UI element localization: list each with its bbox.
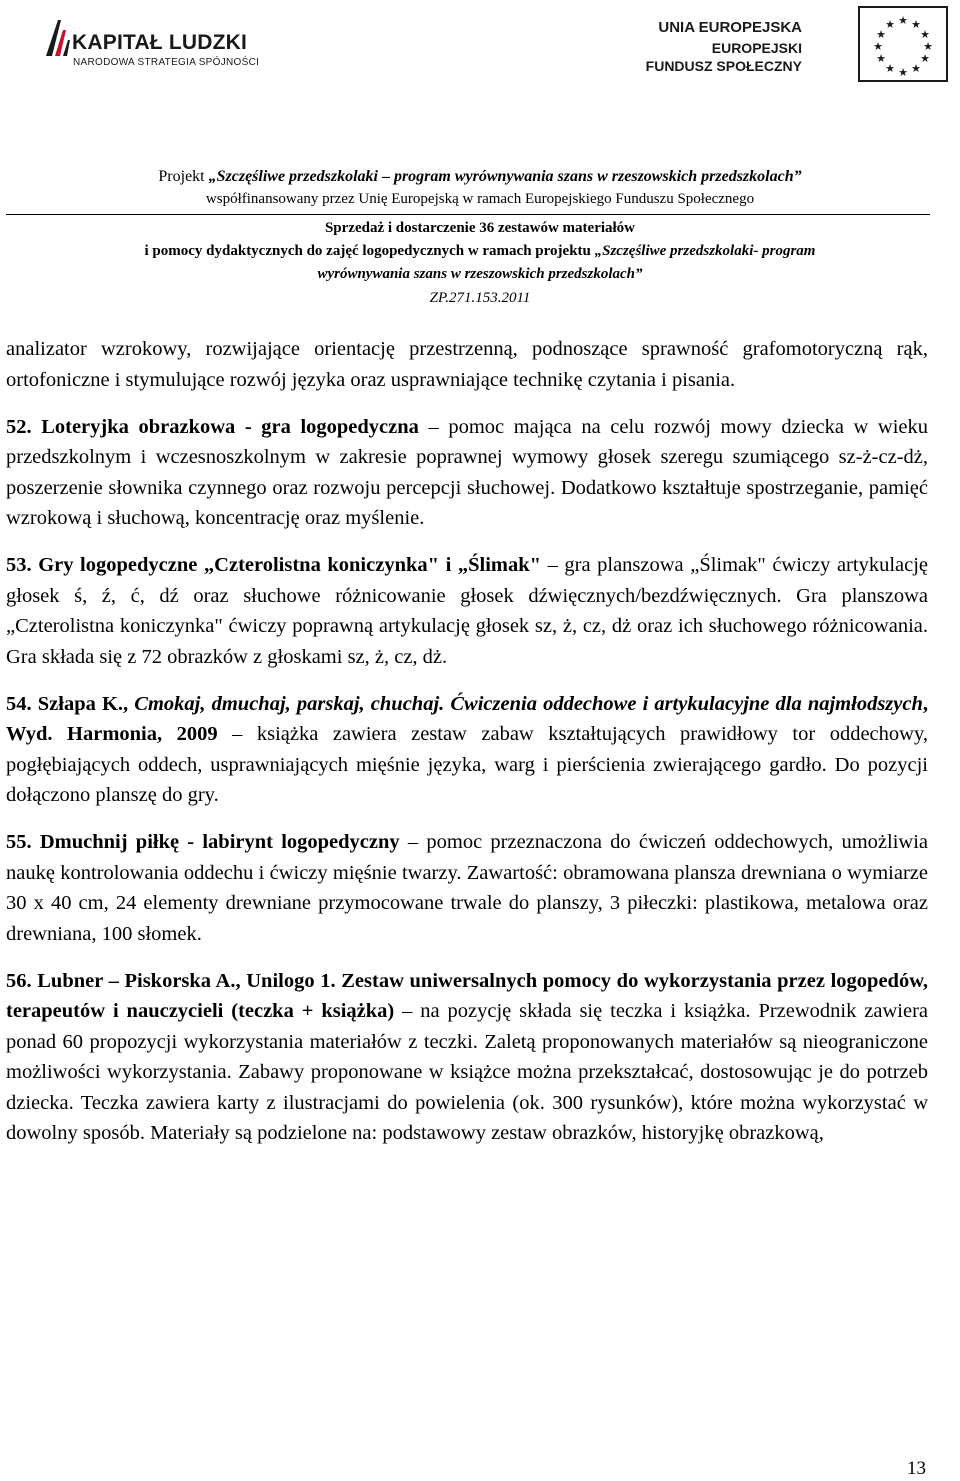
item-56-author: 56. Lubner – Piskorska A., Unilogo 1 bbox=[6, 969, 331, 992]
item-56-sep: . bbox=[330, 969, 342, 992]
svg-text:★: ★ bbox=[885, 18, 895, 31]
document-body bbox=[6, 334, 928, 1165]
eu-logo-line2: EUROPEJSKI bbox=[711, 40, 802, 56]
project-prefix: Projekt bbox=[158, 168, 209, 185]
item-52 bbox=[6, 412, 928, 534]
svg-text:★: ★ bbox=[873, 40, 883, 53]
eu-logo bbox=[645, 6, 948, 86]
svg-text:★: ★ bbox=[898, 66, 908, 79]
reference-number: ZP.271.153.2011 bbox=[429, 290, 531, 306]
svg-text:★: ★ bbox=[898, 14, 908, 27]
kapital-ludzki-subtitle: NARODOWA STRATEGIA SPÓJNOŚCI bbox=[73, 57, 260, 68]
item-54-title: Cmokaj, dmuchaj, parskaj, chuchaj. Ćwiczenia oddechowe i artykulacyjne dla najmłodszych bbox=[134, 692, 923, 715]
item-55-text: – pomoc przeznaczona do ćwiczeń oddechowych, umożliwia naukę kontrolowania oddechu i ćwiczy mięśnie twarzy. Zawartość: obramowana plansza drewniana o wymiarze 30 x 40 cm, 24 elementy drewniane przymocowane trwale do planszy, 3 piłeczki: plastikowa, metalowa oraz drewniana, 100 słomek. bbox=[6, 831, 928, 945]
kapital-ludzki-logo bbox=[46, 6, 346, 86]
project-title: „Szczęśliwe przedszkolaki – program wyrównywania szans w rzeszowskich przedszkolach” bbox=[208, 168, 802, 185]
eu-logo-line3: FUNDUSZ SPOŁECZNY bbox=[645, 58, 802, 74]
subject-line-3: wyrównywania szans w rzeszowskich przedszkolach” bbox=[317, 266, 643, 282]
eu-logo-line1: UNIA EUROPEJSKA bbox=[658, 19, 802, 36]
svg-text:★: ★ bbox=[920, 28, 930, 41]
kapital-ludzki-title: KAPITAŁ LUDZKI bbox=[72, 31, 248, 54]
eu-stars-icon bbox=[858, 6, 948, 82]
svg-text:★: ★ bbox=[885, 62, 895, 75]
intro-paragraph: analizator wzrokowy, rozwijające orientację przestrzenną, podnoszące sprawność grafomotoryczną rąk, ortofoniczne i stymulujące rozwój języka oraz usprawniające technikę czytania i pisania. bbox=[6, 338, 928, 391]
svg-text:★: ★ bbox=[876, 52, 886, 65]
item-54-text: – książka zawiera zestaw zabaw kształtujących prawidłowy tor oddechowy, pogłębiających oddech, usprawniających mięśnie języka, warg i pierścienia zwierającego gardło. Do pozycji dołączono planszę do gry. bbox=[6, 723, 928, 806]
svg-text:★: ★ bbox=[923, 40, 933, 53]
item-56 bbox=[6, 966, 928, 1149]
header-divider bbox=[6, 214, 930, 215]
item-55 bbox=[6, 827, 928, 949]
item-54-sep: , bbox=[123, 692, 135, 715]
project-line bbox=[0, 168, 960, 186]
item-54-author: 54. Szłapa K. bbox=[6, 692, 124, 715]
subject-line: Sprzedaż i dostarczenie 36 zestawów materiałów bbox=[324, 220, 636, 236]
item-53-title: 53. Gry logopedyczne „Czterolistna koniczynka" i „Ślimak" bbox=[6, 554, 541, 576]
item-52-title: 52. Loteryjka obrazkowa - gra logopedyczna bbox=[6, 415, 419, 438]
cofinancing-line: współfinansowany przez Unię Europejską w ramach Europejskiego Funduszu Społecznego bbox=[205, 191, 755, 207]
subject-line-2 bbox=[0, 243, 960, 260]
svg-text:★: ★ bbox=[920, 52, 930, 65]
item-55-title: 55. Dmuchnij piłkę - labirynt logopedyczny bbox=[6, 831, 400, 853]
svg-text:★: ★ bbox=[911, 18, 921, 31]
svg-text:★: ★ bbox=[911, 62, 921, 75]
item-54-publisher: , Wyd. Harmonia, 2009 bbox=[6, 692, 928, 745]
svg-text:★: ★ bbox=[876, 28, 886, 41]
subject-prefix: i pomocy dydaktycznych do zajęć logopedycznych w ramach projektu bbox=[144, 243, 595, 259]
item-56-title: Zestaw uniwersalnych pomocy do wykorzystania przez logopedów, terapeutów i nauczycieli (teczka + książka) bbox=[6, 969, 928, 1022]
page-number: 13 bbox=[907, 1458, 926, 1479]
item-52-text: – pomoc mająca na celu rozwój mowy dziecka w wieku przedszkolnym i wczesnoszkolnym w zakresie poprawnej wymowy głosek szeregu szumiącego sz-ż-cz-dż, poszerzenie słownika czynnego oraz rozwoju percepcji słuchowej. Dodatkowo kształtuje spostrzeganie, pamięć wzrokową i słuchową, koncentrację oraz myślenie. bbox=[6, 415, 928, 529]
item-53 bbox=[6, 550, 928, 672]
item-54 bbox=[6, 689, 928, 811]
kapital-ludzki-emblem-icon bbox=[46, 20, 70, 56]
item-56-text: – na pozycję składa się teczka i książka. Przewodnik zawiera ponad 60 propozycji wykorzystania materiałów z teczki. Zaletą proponowanych materiałów są nieograniczone możliwości wykorzystania. Zabawy proponowane w książce można przekształcać, dostosowując je do potrzeb dziecka. Teczka zawiera karty z ilustracjami do powielenia (ok. 300 rysunków), które można wykorzystać w dowolny sposób. Materiały są podzielone na: podstawowy zestaw obrazków, historyjkę obrazkową, bbox=[6, 1000, 928, 1144]
subject-project-title: „Szczęśliwe przedszkolaki- program bbox=[594, 243, 816, 259]
item-53-text: – gra planszowa „Ślimak" ćwiczy artykulację głosek ś, ź, ć, dź oraz słuchowe różnicowanie głosek dźwięcznych/bezdźwięcznych. Gra planszowa „Czterolistna koniczynka" ćwiczy poprawną artykulację głosek sz, ż, cz, dż oraz ich słuchowego różnicowania. Gra składa się z 72 obrazków z głoskami sz, ż, cz, dż. bbox=[6, 554, 929, 668]
